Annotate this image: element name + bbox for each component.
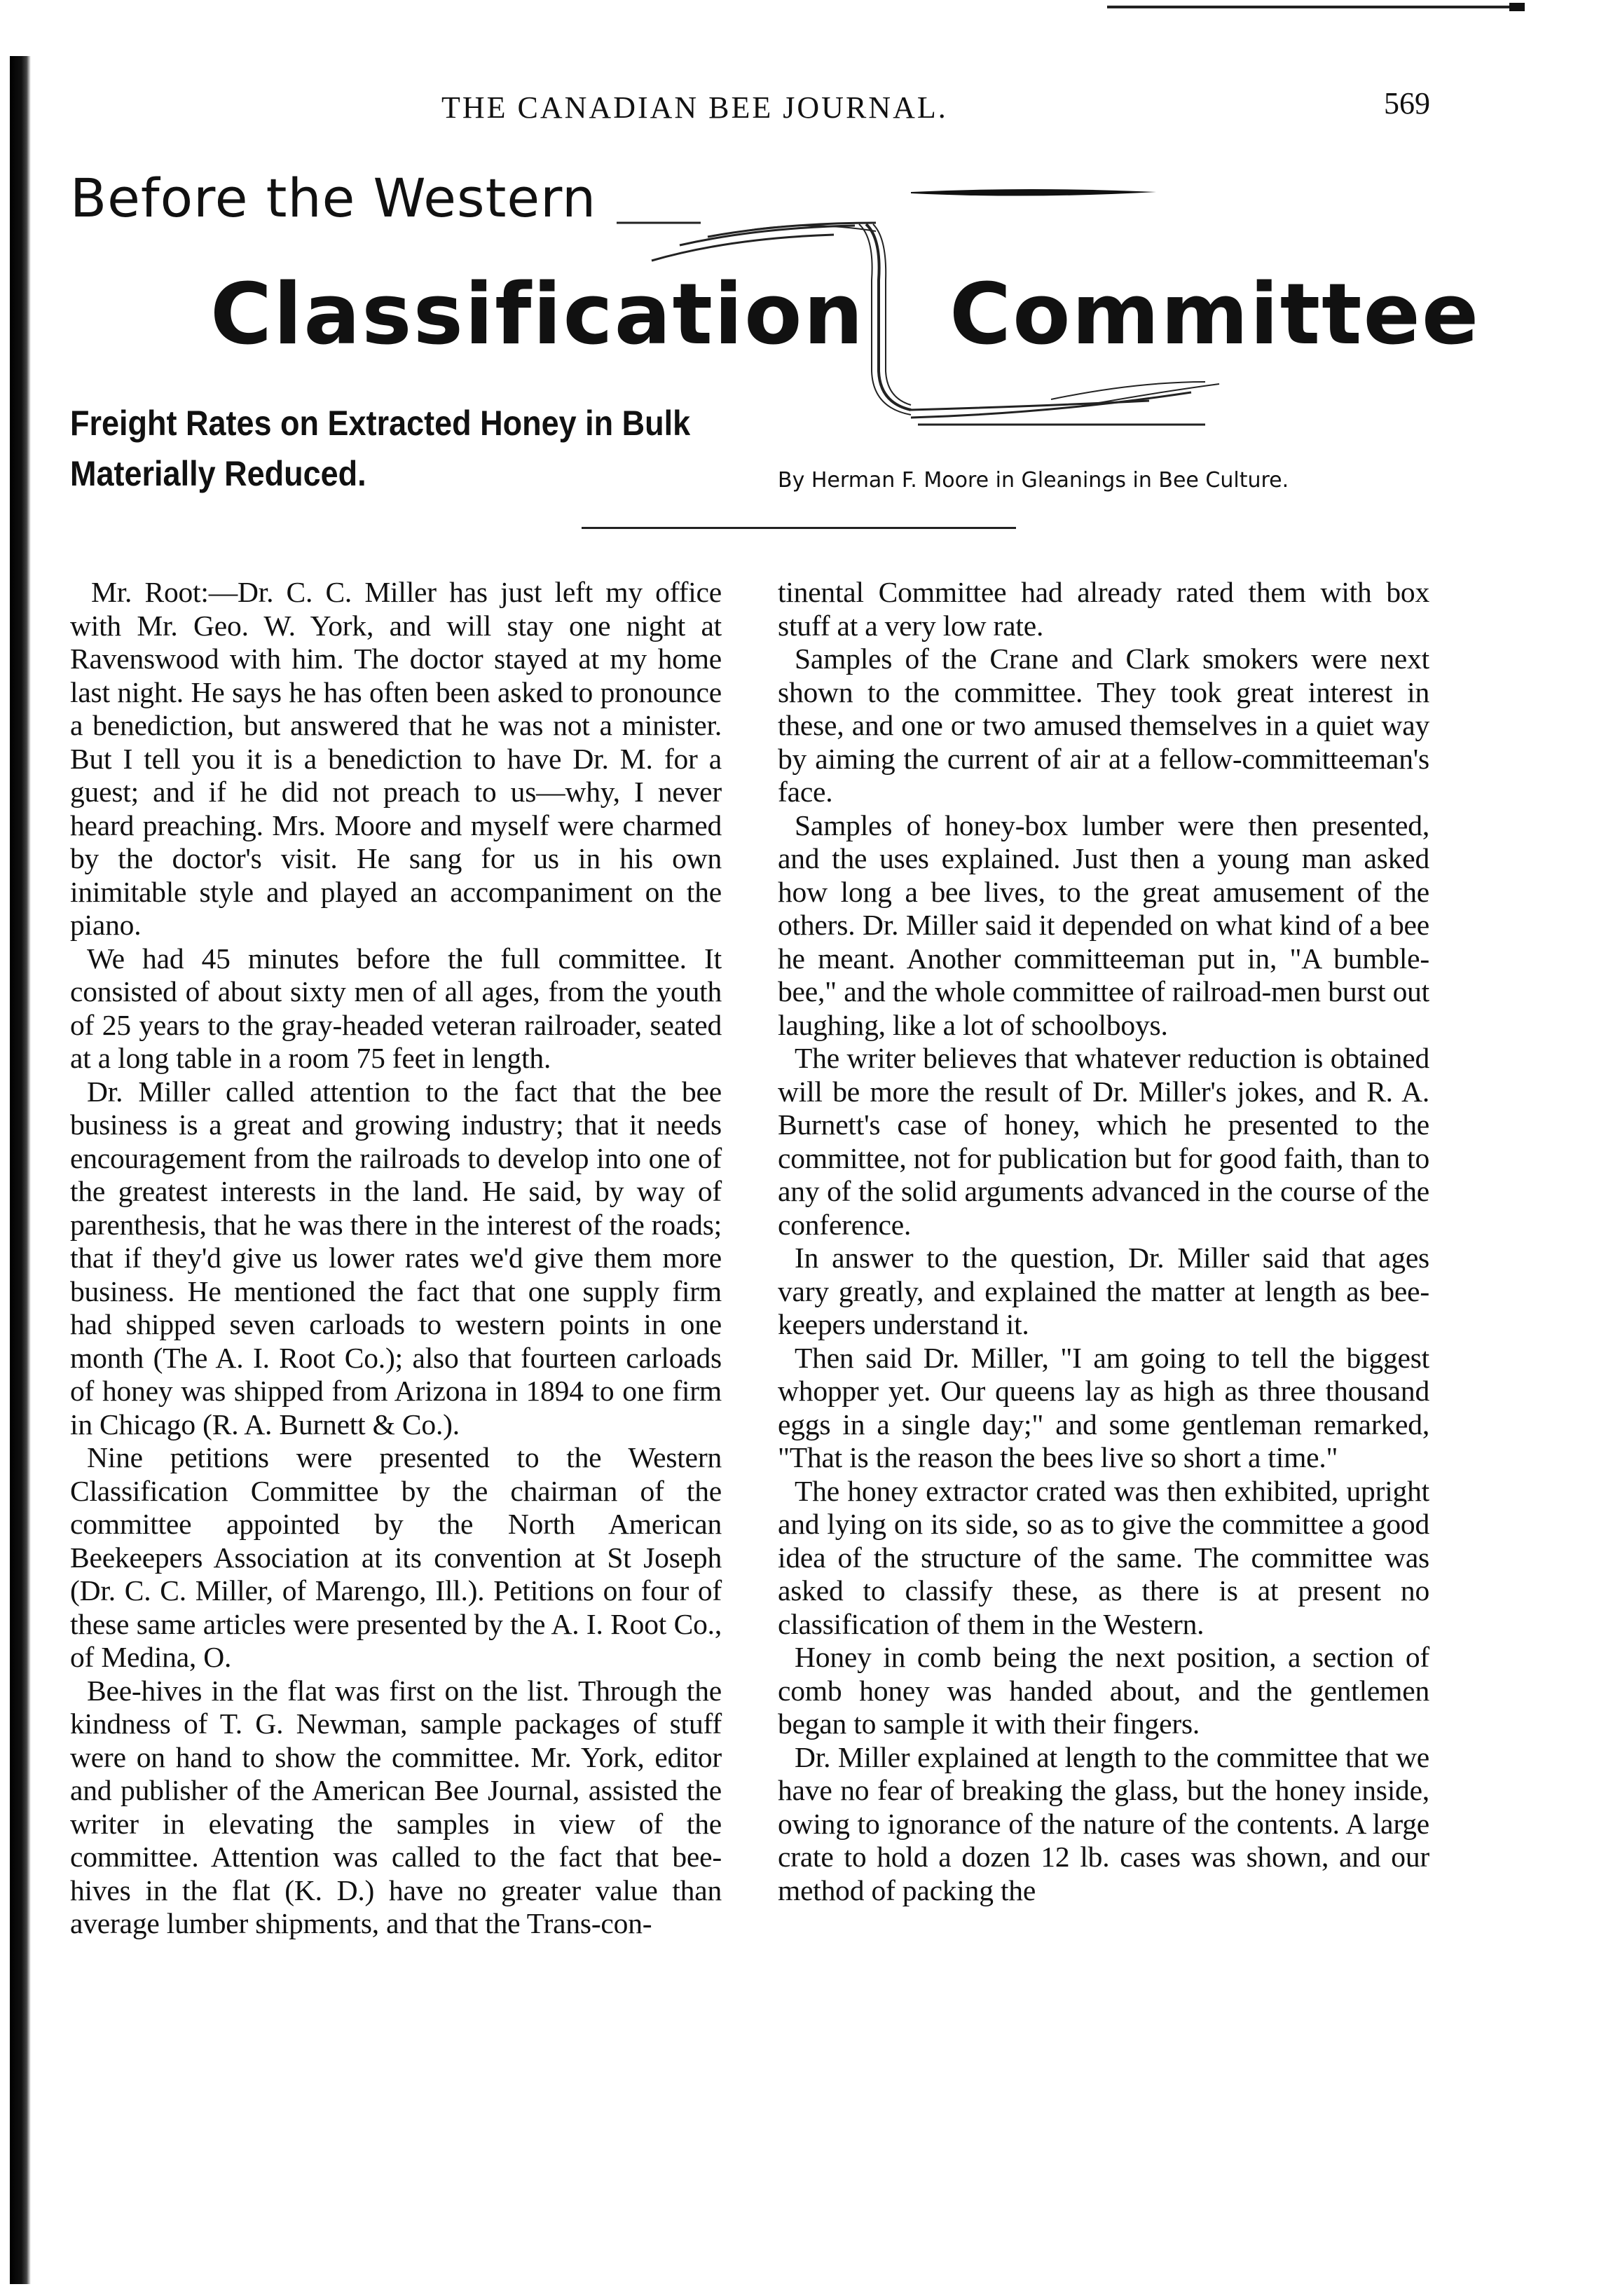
title-classification: Classification — [210, 266, 865, 364]
subtitle-line-1: Freight Rates on Extracted Honey in Bulk — [70, 404, 691, 443]
paragraph: Dr. Miller explained at length to the committee that we have no fear of breaking the glass, but the honey inside, owing to ignorance of the nature of the contents. A large crate to hold a dozen 12 lb. cases was shown, and our method of packing the — [778, 1740, 1429, 1906]
paragraph: Dr. Miller called attention to the fact that the bee business is a great and growing industry; that it needs encouragement from the railroads to develop into one of the greatest interests in the land. He said, by way of parenthesis, that he was there in the interest of the roads; that if they'd give us lower rates we'd give them more business. He mentioned the fact that one supply firm had shipped seven carloads to western points in one month (The A. I. Root Co.); also that fourteen carloads of honey was shipped from Arizona in 1894 to one firm in Chicago (R. A. Burnett & Co.). — [70, 1075, 722, 1441]
paragraph: In answer to the question, Dr. Miller said that ages vary greatly, and explained the matter at length as bee-keepers understand it. — [778, 1242, 1429, 1340]
subtitle — [70, 398, 690, 499]
paragraph: Honey in comb being the next position, a section of comb honey was handed about, and the gentlemen began to sample it with their fingers. — [778, 1641, 1429, 1740]
paragraph: Nine petitions were presented to the Western Classification Committee by the chairman of the committee appointed by the North American Beekeepers Association at its convention at St Joseph (Dr. C. C. Miller, of Marengo, Ill.). Petitions on four of these same articles were presented by the A. I. Root Co., of Medina, O. — [70, 1441, 722, 1673]
binding-shadow — [10, 56, 31, 2284]
paragraph: We had 45 minutes before the full committee. It consisted of about sixty men of all ages, from the youth of 25 years to the gray-headed veteran railroader, seated at a long table in a room 75 feet in length. — [70, 942, 722, 1074]
byline: By Herman F. Moore in Gleanings in Bee Culture. — [778, 468, 1289, 493]
subtitle-line-2: Materially Reduced. — [70, 454, 366, 493]
paragraph: The honey extractor crated was then exhibited, upright and lying on its side, so as to give the committee a good idea of the structure of the same. The committee was asked to classify these, as there is at present no classification of them in the Western. — [778, 1474, 1429, 1640]
paragraph: Bee-hives in the flat was first on the list. Through the kindness of T. G. Newman, sample packages of stuff were on hand to show the committee. Mr. York, editor and publisher of the American Bee Journal, assisted the writer in elevating the samples in view of the committee. Attention was called to the fact that bee-hives in the flat (K. D.) have no greater value than average lumber shipments, and that the Trans-con- — [70, 1674, 722, 1939]
scan-rule — [1107, 6, 1521, 8]
section-divider — [582, 527, 1016, 529]
journal-title: THE CANADIAN BEE JOURNAL. — [441, 90, 948, 125]
right-column — [778, 576, 1429, 1907]
paragraph: Then said Dr. Miller, "I am going to tell the biggest whopper yet. Our queens lay as high as three thousand eggs in a single day;" and some gentleman remarked, "That is the reason the bees live so short a time." — [778, 1341, 1429, 1473]
left-column — [70, 576, 722, 1941]
page-number: 569 — [1384, 86, 1430, 121]
title-committee: Committee — [949, 266, 1481, 364]
paragraph: Samples of the Crane and Clark smokers were next shown to the committee. They took great interest in these, and one or two amused themselves in a quiet way by aiming the current of air at a fellow-committeeman's face. — [778, 642, 1429, 808]
title-line-1: Before the Western — [70, 167, 597, 229]
paragraph: The writer believes that whatever reduction is obtained will be more the result of Dr. Miller's jokes, and R. A. Burnett's case of honey, which he presented to the committee, not for publication but for good faith, than to any of the solid arguments advanced in the course of the conference. — [778, 1042, 1430, 1241]
paragraph: tinental Committee had already rated them with box stuff at a very low rate. — [778, 576, 1429, 642]
paragraph: Samples of honey-box lumber were then presented, and the uses explained. Just then a young man asked how long a bee lives, to the great amusement of the others. Dr. Miller said it depended on what kind of a bee he meant. Another committeeman put in, "A bumble-bee," and the whole committee of railroad-men burst out laughing, like a lot of schoolboys. — [778, 809, 1429, 1041]
paragraph: Mr. Root:—Dr. C. C. Miller has just left my office with Mr. Geo. W. York, and will stay one night at Ravenswood with him. The doctor stayed at my home last night. He says he has often been asked to pronounce a benediction, but answered that he was not a minister. But I tell you it is a benediction to have Dr. M. for a guest; and if he did not preach to us—why, I never heard preaching. Mrs. Moore and myself were charmed by the doctor's visit. He sang for us in his own inimitable style and played an accompaniment on the piano. — [70, 576, 722, 941]
